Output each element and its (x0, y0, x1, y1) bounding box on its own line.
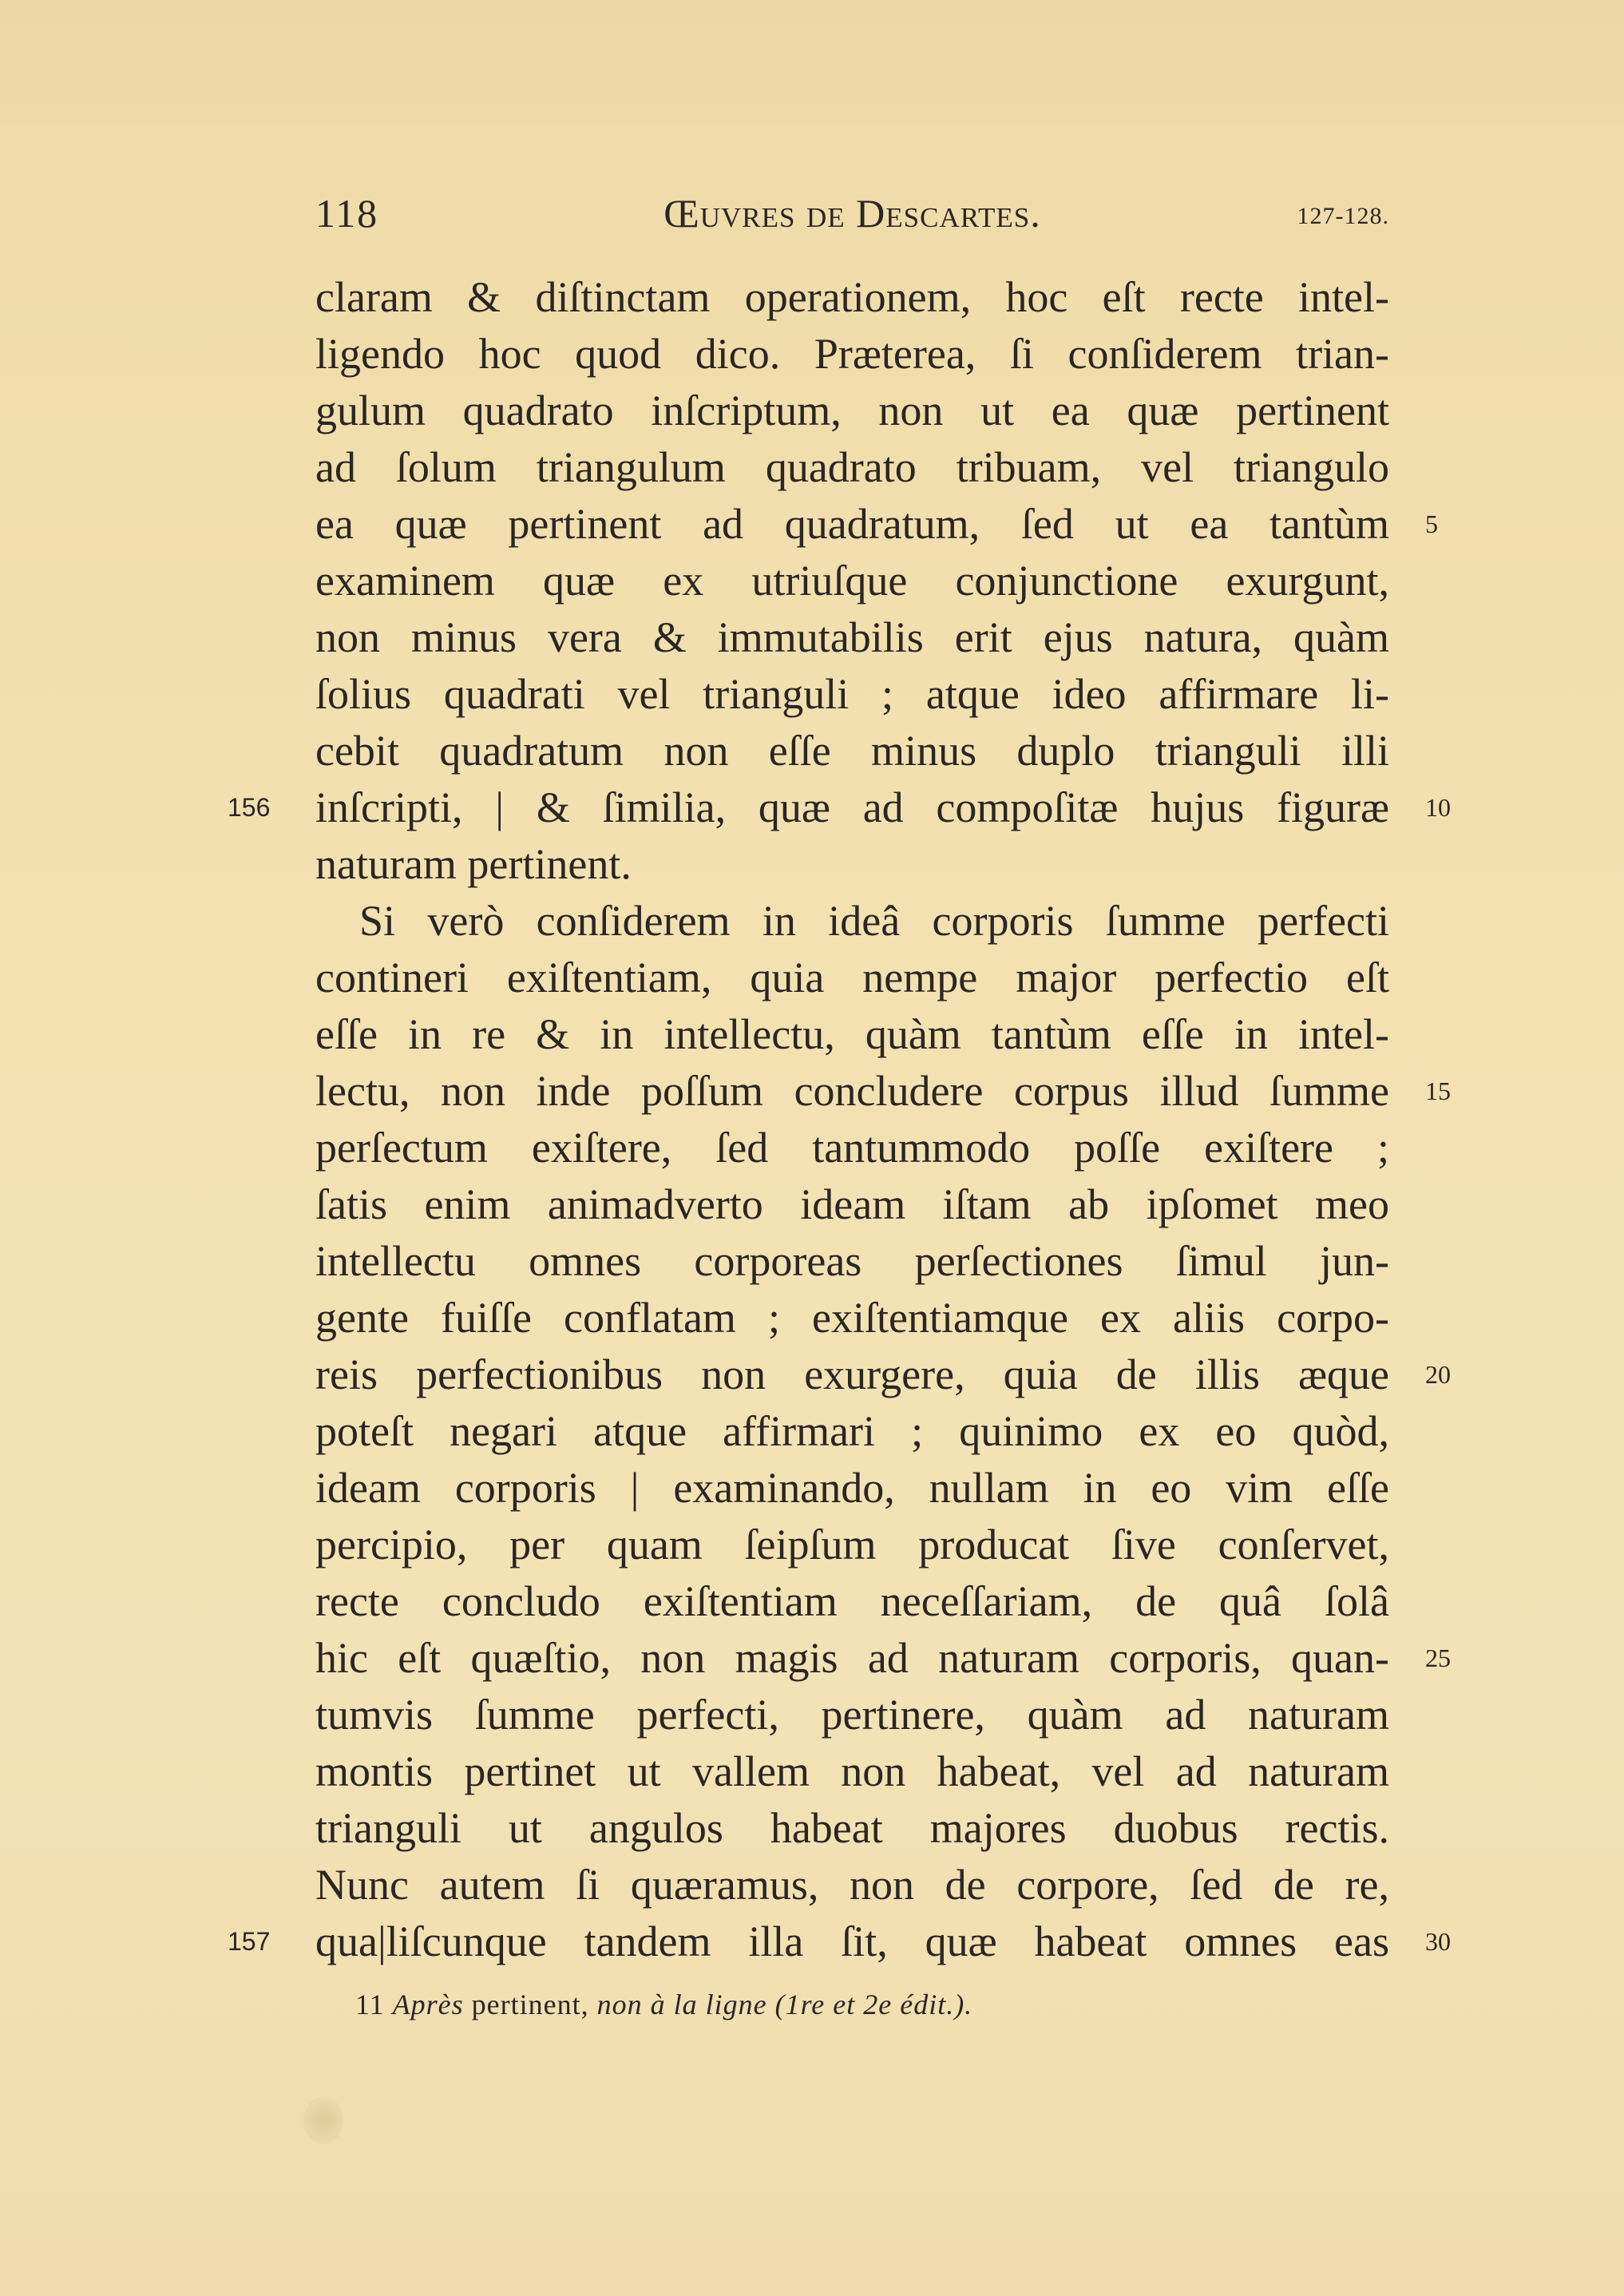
footnote-apres: Après (392, 1989, 464, 2020)
text-line-content: intellectu omnes corporeas perſectiones ſimul jun- (315, 1237, 1389, 1285)
line-number-marker: 30 (1425, 1927, 1451, 1956)
text-line (315, 1290, 1389, 1346)
text-line-content: perſectum exiſtere, ſed tantummodo poſſe exiſtere ; (315, 1124, 1389, 1172)
body-text (228, 269, 1451, 1970)
text-line (315, 553, 1389, 609)
text-line (315, 1176, 1389, 1233)
text-line (228, 779, 1451, 836)
text-line (315, 836, 1389, 893)
text-line-content: contineri exiſtentiam, quia nempe major perfectio eſt (315, 954, 1389, 1001)
text-line-content: montis pertinet ut vallem non habeat, vel ad naturam (315, 1747, 1389, 1795)
text-line (315, 893, 1389, 950)
text-line-content: hic eſt quæſtio, non magis ad naturam corporis, quan- (315, 1634, 1389, 1682)
text-line (315, 723, 1389, 779)
line-number-marker: 5 (1425, 510, 1438, 538)
text-line (315, 1346, 1451, 1403)
text-line-content: ideam corporis | examinando, nullam in eo vim eſſe (315, 1464, 1389, 1512)
text-line (315, 1517, 1389, 1573)
text-line-content: recte concludo exiſtentiam neceſſariam, de quâ ſolâ (315, 1577, 1389, 1625)
running-title: Œuvres de Descartes. (663, 191, 1041, 236)
text-line-content: lectu, non inde poſſum concludere corpus illud ſumme (315, 1067, 1389, 1115)
text-line-content: gente fuiſſe conflatam ; exiſtentiamque ex aliis corpo- (315, 1294, 1389, 1342)
line-number-marker: 25 (1425, 1644, 1451, 1672)
page-range: 127-128. (1297, 203, 1389, 229)
text-line-content: ea quæ pertinent ad quadratum, ſed ut ea tantùm (315, 500, 1389, 548)
text-line-content: trianguli ut angulos habeat majores duobus rectis. (315, 1804, 1389, 1852)
text-line-content: reis perfectionibus non exurgere, quia de illis æque (315, 1350, 1389, 1398)
footnote-word: pertinent, (471, 1989, 589, 2020)
text-line (315, 439, 1389, 496)
text-line-content: cebit quadratum non eſſe minus duplo trianguli illi (315, 727, 1389, 775)
text-line-content: percipio, per quam ſeipſum producat ſive conſervet, (315, 1521, 1389, 1568)
text-line (315, 1403, 1389, 1460)
text-line-content: naturam pertinent. (315, 840, 632, 888)
text-line-content: ligendo hoc quod dico. Præterea, ſi conſiderem trian- (315, 330, 1389, 378)
text-line (315, 269, 1389, 326)
text-line-content: poteſt negari atque affirmari ; quinimo ex eo quòd, (315, 1407, 1389, 1455)
page-number: 118 (315, 191, 379, 236)
text-line (315, 1857, 1389, 1913)
text-line (315, 496, 1438, 553)
text-line-content: inſcripti, | & ſimilia, quæ ad compoſitæ hujus figuræ (315, 783, 1389, 831)
text-line-content: ſatis enim animadverto ideam iſtam ab ipſomet meo (315, 1180, 1389, 1228)
text-line (315, 1006, 1389, 1063)
text-line-content: claram & diſtinctam operationem, hoc eſt recte intel- (315, 273, 1389, 321)
text-line (228, 1913, 1451, 1970)
text-line-content: ſolius quadrati vel trianguli ; atque ideo affirmare li- (315, 670, 1389, 718)
running-header (315, 185, 1389, 241)
text-line (315, 1233, 1389, 1290)
text-line-content: tumvis ſumme perfecti, pertinere, quàm ad naturam (315, 1691, 1389, 1739)
text-line (315, 383, 1389, 439)
text-line-content: non minus vera & immutabilis erit ejus natura, quàm (315, 613, 1389, 661)
text-line (315, 666, 1389, 723)
text-line (315, 609, 1389, 666)
text-line (315, 1630, 1451, 1687)
text-line (315, 326, 1389, 383)
text-line-content: Si verò conſiderem in ideâ corporis ſumme perfecti (359, 897, 1389, 945)
text-line (315, 1063, 1451, 1120)
text-line (315, 1743, 1389, 1800)
original-page-marker: 157 (228, 1927, 271, 1956)
footnote-edition: (1re et 2e édit.). (774, 1989, 973, 2020)
text-line-content: examinem quæ ex utriuſque conjunctione exurgunt, (315, 557, 1389, 605)
text-line (315, 1573, 1389, 1630)
original-page-marker: 156 (228, 793, 271, 822)
footnote (355, 1981, 972, 2028)
line-number-marker: 10 (1425, 793, 1451, 822)
line-number-marker: 15 (1425, 1077, 1451, 1105)
footnote-italic: non à la ligne (596, 1989, 767, 2020)
text-line (315, 1460, 1389, 1517)
text-line-content: Nunc autem ſi quæramus, non de corpore, ſed de re, (315, 1861, 1389, 1909)
text-line (315, 1687, 1389, 1743)
text-line-content: ad ſolum triangulum quadrato tribuam, vel triangulo (315, 443, 1389, 491)
text-line-content: gulum quadrato inſcriptum, non ut ea quæ pertinent (315, 387, 1389, 434)
text-line (315, 1120, 1389, 1176)
line-number-marker: 20 (1425, 1360, 1451, 1389)
text-line (315, 950, 1389, 1006)
paper-stain (303, 2096, 343, 2144)
text-line-content: qua|liſcunque tandem illa ſit, quæ habeat omnes eas (315, 1917, 1389, 1965)
text-line-content: eſſe in re & in intellectu, quàm tantùm eſſe in intel- (315, 1010, 1389, 1058)
footnote-line-number: 11 (355, 1989, 385, 2020)
text-line (315, 1800, 1389, 1857)
